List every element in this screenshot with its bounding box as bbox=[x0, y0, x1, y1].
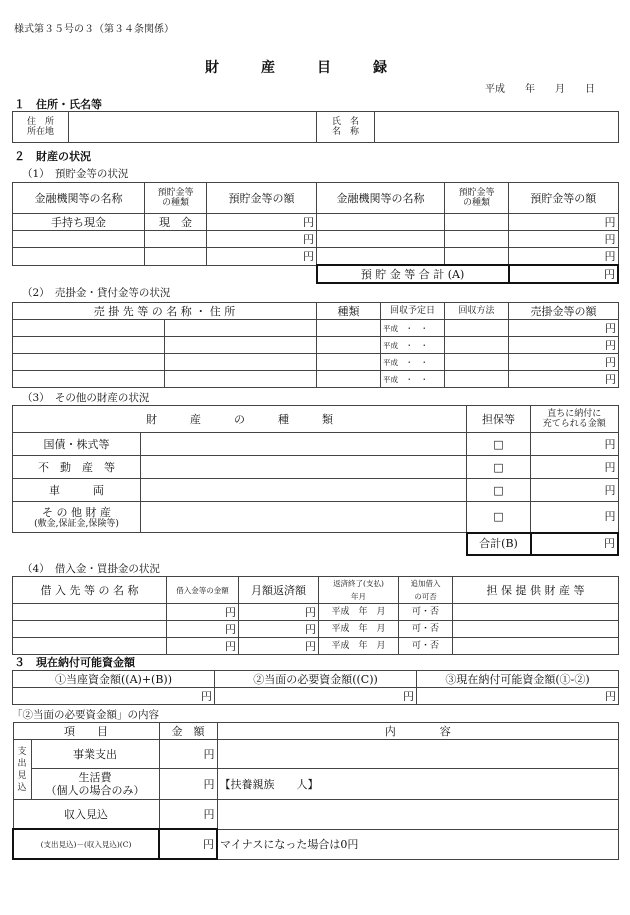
amount-cell[interactable]: 円 bbox=[509, 214, 619, 231]
lender-cell[interactable] bbox=[13, 638, 167, 655]
method-cell[interactable] bbox=[445, 371, 509, 388]
yes-no-cell[interactable]: 可・否 bbox=[399, 604, 453, 621]
security-checkbox[interactable]: □ bbox=[467, 456, 531, 479]
debtor-name-cell[interactable] bbox=[13, 320, 165, 337]
amount-cell[interactable]: 円 bbox=[531, 433, 619, 456]
col-asset-kind: 財 産 の 種 類 bbox=[13, 406, 467, 433]
date-cell[interactable]: 平成 ・ ・ bbox=[381, 320, 445, 337]
bank-cell[interactable] bbox=[317, 214, 445, 231]
asset-detail-cell[interactable] bbox=[141, 502, 467, 533]
other-assets-table bbox=[12, 405, 619, 556]
debtor-address-cell[interactable] bbox=[165, 354, 317, 371]
content-cell[interactable] bbox=[217, 800, 619, 830]
security-checkbox[interactable]: □ bbox=[467, 433, 531, 456]
needed-total-amount[interactable]: 円 bbox=[159, 829, 217, 859]
debtor-name-cell[interactable] bbox=[13, 337, 165, 354]
amount-cell[interactable]: 円 bbox=[207, 248, 317, 266]
col-amount: 金 額 bbox=[159, 723, 217, 740]
lender-cell[interactable] bbox=[13, 621, 167, 638]
amount-cell[interactable]: 円 bbox=[167, 638, 239, 655]
business-expense-label: 事業支出 bbox=[31, 740, 159, 769]
col-debtor: 売 掛 先 等 の 名 称 ・ 住 所 bbox=[13, 303, 317, 320]
col-available-amount: 直ちに納付に 充てられる金額 bbox=[531, 406, 619, 433]
col-item: 項 目 bbox=[13, 723, 159, 740]
amount-cell[interactable]: 円 bbox=[509, 354, 619, 371]
security-checkbox[interactable]: □ bbox=[467, 479, 531, 502]
address-table bbox=[12, 111, 619, 143]
end-date-cell[interactable]: 平成 年 月 bbox=[319, 638, 399, 655]
amount-cell[interactable]: 円 bbox=[417, 688, 619, 705]
method-cell[interactable] bbox=[445, 354, 509, 371]
other-assets-heading: （3） その他の財産の状況 bbox=[22, 392, 150, 404]
amount-cell[interactable]: 円 bbox=[239, 621, 319, 638]
col-deposit-type: 預貯金等 の種類 bbox=[145, 183, 207, 214]
amount-cell[interactable]: 円 bbox=[509, 231, 619, 248]
loans-heading: （4） 借入金・買掛金の状況 bbox=[22, 563, 160, 575]
asset-detail-cell[interactable] bbox=[141, 433, 467, 456]
col-lender: 借 入 先 等 の 名 称 bbox=[13, 577, 167, 604]
asset-detail-cell[interactable] bbox=[141, 456, 467, 479]
date-cell[interactable]: 平成 ・ ・ bbox=[381, 371, 445, 388]
other-assets-total-label: 合計(B) bbox=[467, 533, 531, 555]
kind-cell[interactable] bbox=[317, 337, 381, 354]
amount-cell[interactable]: 円 bbox=[509, 320, 619, 337]
amount-cell[interactable]: 円 bbox=[159, 740, 217, 769]
bank-cell[interactable] bbox=[13, 231, 145, 248]
section3-heading: ３ 現在納付可能資金額 bbox=[14, 656, 135, 669]
method-cell[interactable] bbox=[445, 320, 509, 337]
expenditure-side-label: 支出見込 bbox=[13, 740, 31, 800]
col-deposit-amount-2: 預貯金等の額 bbox=[509, 183, 619, 214]
type-cell[interactable] bbox=[145, 231, 207, 248]
cash-label: 手持ち現金 bbox=[13, 214, 145, 231]
deposits-heading: （1） 預貯金等の状況 bbox=[22, 168, 129, 180]
col-receivable-amount: 売掛金等の額 bbox=[509, 303, 619, 320]
income-label: 収入見込 bbox=[13, 800, 159, 830]
amount-cell[interactable]: 円 bbox=[239, 638, 319, 655]
payable-funds-table bbox=[12, 670, 619, 705]
debtor-name-cell[interactable] bbox=[13, 371, 165, 388]
amount-cell[interactable]: 円 bbox=[167, 604, 239, 621]
page-title: 財 産 目 録 bbox=[205, 60, 387, 76]
amount-cell[interactable]: 円 bbox=[159, 800, 217, 830]
asset-row-label: 車 両 bbox=[13, 479, 141, 502]
other-assets-total-amount[interactable]: 円 bbox=[531, 533, 619, 555]
date-cell[interactable]: 平成 ・ ・ bbox=[381, 354, 445, 371]
deposits-total-label: 預 貯 金 等 合 計 (A) bbox=[317, 265, 509, 283]
deposits-total-amount[interactable]: 円 bbox=[509, 265, 619, 283]
amount-cell[interactable]: 円 bbox=[509, 371, 619, 388]
type-cell[interactable] bbox=[445, 214, 509, 231]
date-line: 平成 年 月 日 bbox=[485, 84, 595, 95]
amount-cell[interactable]: 円 bbox=[239, 604, 319, 621]
lender-cell[interactable] bbox=[13, 604, 167, 621]
negative-note: マイナスになった場合は0円 bbox=[217, 829, 619, 859]
asset-detail-cell[interactable] bbox=[141, 479, 467, 502]
amount-cell[interactable]: 円 bbox=[531, 456, 619, 479]
spacer bbox=[13, 533, 467, 555]
col-collect-date: 回収予定日 bbox=[381, 303, 445, 320]
section1-heading: １ 住所・氏名等 bbox=[14, 98, 102, 111]
col-payable-funds: ③現在納付可能資金額(①-②) bbox=[417, 671, 619, 688]
col-needed-funds: ②当面の必要資金額((C)) bbox=[215, 671, 417, 688]
loans-table bbox=[12, 576, 619, 655]
amount-cell[interactable]: 円 bbox=[531, 502, 619, 533]
col-bank-2: 金融機関等の名称 bbox=[317, 183, 445, 214]
needed-total-label: (支出見込)－(収入見込)(C) bbox=[13, 829, 159, 859]
security-checkbox[interactable]: □ bbox=[467, 502, 531, 533]
kind-cell[interactable] bbox=[317, 320, 381, 337]
debtor-name-cell[interactable] bbox=[13, 354, 165, 371]
asset-row-label: 国債・株式等 bbox=[13, 433, 141, 456]
bank-cell[interactable] bbox=[317, 248, 445, 266]
col-collect-method: 回収方法 bbox=[445, 303, 509, 320]
col-additional-borrowing: 追加借入 の可否 bbox=[399, 577, 453, 604]
amount-cell[interactable]: 円 bbox=[215, 688, 417, 705]
col-deposit-type-2: 預貯金等 の種類 bbox=[445, 183, 509, 214]
type-cell[interactable] bbox=[145, 248, 207, 266]
col-deposit-amount: 預貯金等の額 bbox=[207, 183, 317, 214]
date-cell[interactable]: 平成 ・ ・ bbox=[381, 337, 445, 354]
bank-cell[interactable] bbox=[317, 231, 445, 248]
needed-funds-table bbox=[12, 722, 619, 860]
content-cell[interactable] bbox=[217, 740, 619, 769]
end-date-cell[interactable]: 平成 年 月 bbox=[319, 621, 399, 638]
asset-row-label: 不 動 産 等 bbox=[13, 456, 141, 479]
col-content: 内 容 bbox=[217, 723, 619, 740]
amount-cell[interactable]: 円 bbox=[509, 248, 619, 266]
asset-row-label: そ の 他 財 産 (敷金,保証金,保険等) bbox=[13, 502, 141, 533]
section2-heading: ２ 財産の状況 bbox=[14, 150, 91, 163]
debtor-address-cell[interactable] bbox=[165, 337, 317, 354]
yes-no-cell[interactable]: 可・否 bbox=[399, 638, 453, 655]
col-security: 担保等 bbox=[467, 406, 531, 433]
receivables-heading: （2） 売掛金・貸付金等の状況 bbox=[22, 287, 171, 299]
col-current-funds: ①当座資金額((A)+(B)) bbox=[13, 671, 215, 688]
amount-cell[interactable]: 円 bbox=[159, 769, 217, 800]
col-bank: 金融機関等の名称 bbox=[13, 183, 145, 214]
end-date-cell[interactable]: 平成 年 月 bbox=[319, 604, 399, 621]
amount-cell[interactable]: 円 bbox=[207, 231, 317, 248]
collateral-cell[interactable] bbox=[453, 621, 619, 638]
living-expense-label: 生活費 （個人の場合のみ） bbox=[31, 769, 159, 800]
amount-cell[interactable]: 円 bbox=[167, 621, 239, 638]
address-field[interactable] bbox=[69, 112, 317, 143]
col-loan-balance: 借入金等の金額 bbox=[167, 577, 239, 604]
address-label: 住 所 所在地 bbox=[13, 112, 69, 143]
collateral-cell[interactable] bbox=[453, 638, 619, 655]
type-cell[interactable] bbox=[445, 231, 509, 248]
debtor-address-cell[interactable] bbox=[165, 320, 317, 337]
col-repayment-end: 返済終了(支払) 年月 bbox=[319, 577, 399, 604]
col-monthly-repayment: 月額返済額 bbox=[239, 577, 319, 604]
col-kind: 種類 bbox=[317, 303, 381, 320]
kind-cell[interactable] bbox=[317, 371, 381, 388]
name-field[interactable] bbox=[375, 112, 619, 143]
amount-cell[interactable]: 円 bbox=[509, 337, 619, 354]
receivables-table bbox=[12, 302, 619, 388]
form-code: 様式第３５号の３（第３４条関係） bbox=[14, 24, 174, 35]
name-label: 氏 名 名 称 bbox=[317, 112, 375, 143]
dependents-cell[interactable]: 【扶養親族 人】 bbox=[217, 769, 619, 800]
col-collateral: 担 保 提 供 財 産 等 bbox=[453, 577, 619, 604]
collateral-cell[interactable] bbox=[453, 604, 619, 621]
spacer bbox=[13, 265, 317, 283]
amount-cell[interactable]: 円 bbox=[13, 688, 215, 705]
kind-cell[interactable] bbox=[317, 354, 381, 371]
amount-cell[interactable]: 円 bbox=[531, 479, 619, 502]
needed-funds-heading: 「②当面の必要資金額」の内容 bbox=[12, 709, 159, 721]
method-cell[interactable] bbox=[445, 337, 509, 354]
deposits-table bbox=[12, 182, 619, 284]
yes-no-cell[interactable]: 可・否 bbox=[399, 621, 453, 638]
amount-cell[interactable]: 円 bbox=[207, 214, 317, 231]
bank-cell[interactable] bbox=[13, 248, 145, 266]
cash-type: 現 金 bbox=[145, 214, 207, 231]
type-cell[interactable] bbox=[445, 248, 509, 266]
debtor-address-cell[interactable] bbox=[165, 371, 317, 388]
